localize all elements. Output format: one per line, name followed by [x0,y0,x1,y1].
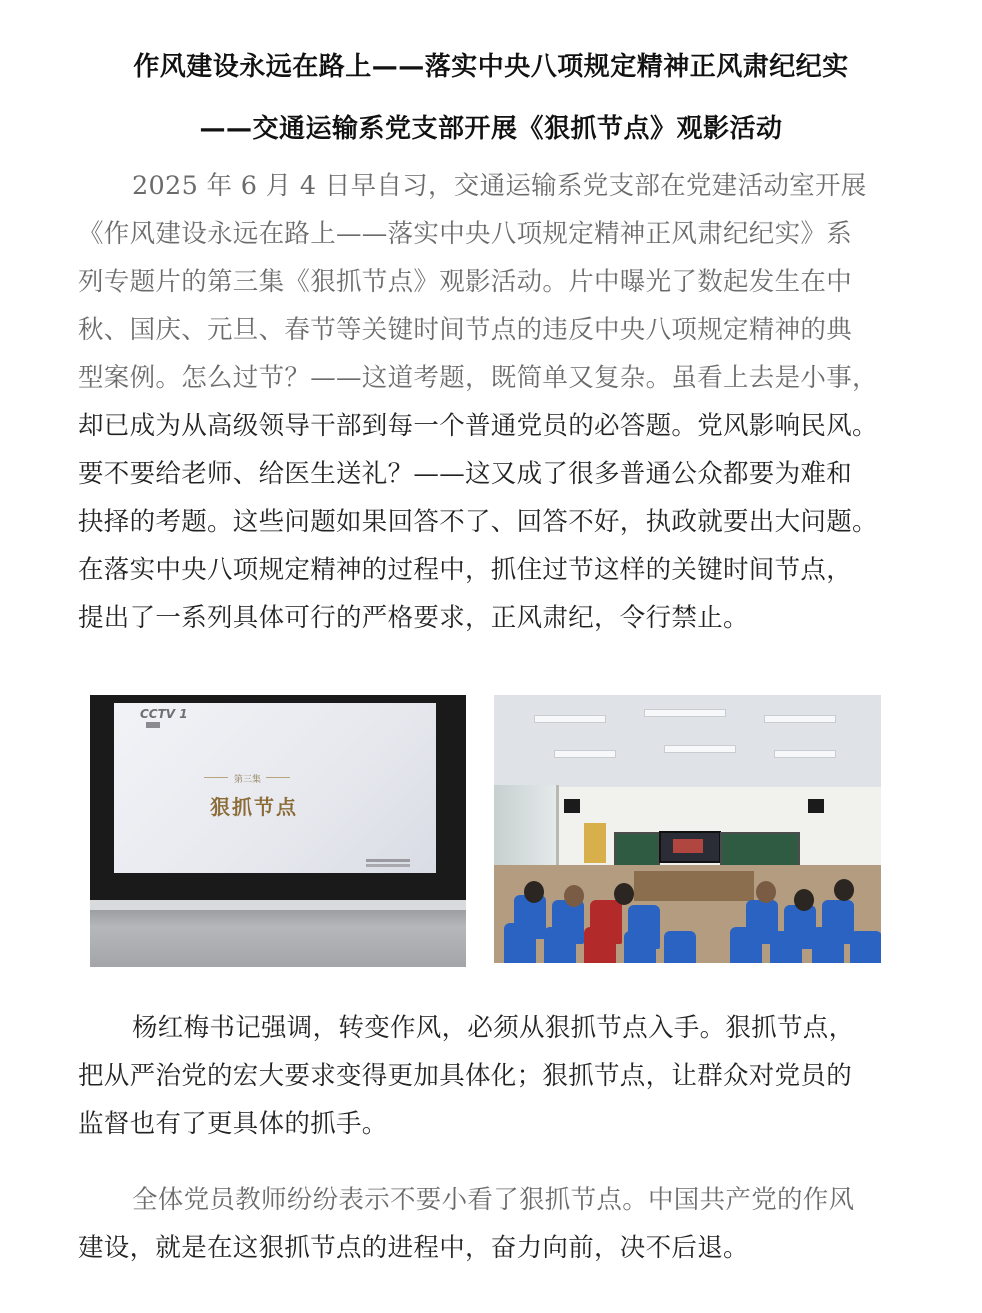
chalkboard-left [614,832,660,868]
ceiling-lamp [534,715,606,723]
text-line: 秋、国庆、元旦、春节等关键时间节点的违反中央八项规定精神的典 [78,315,853,345]
ceiling-lamp [664,745,736,753]
audience-member [834,879,854,901]
text-line: 监督也有了更具体的抓手。 [78,1109,388,1139]
text-line: 列专题片的第三集《狠抓节点》观影活动。片中曝光了数起发生在中 [78,267,853,297]
ceiling-lamp [774,750,836,758]
seat [544,927,576,963]
decor-line-right [266,777,290,778]
audience-member [524,881,544,903]
audience-member [794,889,814,911]
seat [850,931,881,963]
audience-member [614,883,634,905]
episode-title: 狠抓节点 [210,795,298,819]
text-line: 杨红梅书记强调，转变作风，必须从狠抓节点入手。狠抓节点， [132,1013,855,1043]
speaker-icon [808,799,824,813]
seat [664,931,696,963]
wall-banner [584,823,606,863]
article-title: 作风建设永远在路上——落实中央八项规定精神正风肃纪纪实 [133,52,849,82]
decor-line-left [204,777,228,778]
tv-frame [90,695,466,900]
seat [730,927,762,963]
ceiling-lamp [644,709,726,717]
tv-content [673,839,703,853]
paragraph-intro [78,162,918,642]
text-line: 要不要给老师、给医生送礼？——这又成了很多普通公众都要为难和 [78,459,853,489]
text-line: 抉择的考题。这些问题如果回答不了、回答不好，执政就要出大问题。 [78,507,878,537]
tv-bottom-bar [90,900,466,910]
seat [584,927,616,963]
text-line: 建设，就是在这狠抓节点的进程中，奋力向前，决不后退。 [78,1233,749,1263]
speaker-icon [564,799,580,813]
paragraph-secretary [78,1004,918,1148]
seat [812,927,844,963]
text-line: 提出了一系列具体可行的严格要求，正风肃纪，令行禁止。 [78,603,749,633]
text-line: 全体党员教师纷纷表示不要小看了狠抓节点。中国共产党的作风 [132,1185,855,1215]
text-line: 型案例。怎么过节？——这道考题，既简单又复杂。虽看上去是小事， [78,363,878,393]
cctv-logo: CCTV 1 [140,707,188,721]
photo-tv-screen [90,695,466,967]
classroom-tv [659,831,721,863]
seat [770,931,802,963]
screen-caption-block [366,859,410,862]
text-line: 却已成为从高级领导干部到每一个普通党员的必答题。党风影响民风。 [78,411,878,441]
whiteboard-base [90,900,466,967]
audience-member [564,885,584,907]
seat [624,931,656,963]
text-line: 2025 年 6 月 4 日早自习，交通运输系党支部在党建活动室开展 [132,171,867,201]
episode-label: 第三集 [234,775,262,785]
text-line: 把从严治党的宏大要求变得更加具体化；狠抓节点，让群众对党员的 [78,1061,853,1091]
photo-classroom [494,695,881,963]
tv-display [114,703,436,873]
article-subtitle: ——交通运输系党支部开展《狠抓节点》观影活动 [199,114,783,144]
seat [504,923,536,963]
ceiling-lamp [554,750,616,758]
text-line: 在落实中央八项规定精神的过程中，抓住过节这样的关键时间节点， [78,555,853,585]
text-line: 《作风建设永远在路上——落实中央八项规定精神正风肃纪纪实》系 [78,219,853,249]
paragraph-conclusion [78,1176,918,1272]
audience-member [756,881,776,903]
ceiling-lamp [764,715,836,723]
chalkboard-right [720,832,800,868]
logo-subtext-block [146,722,160,728]
podium-desk [634,871,754,901]
